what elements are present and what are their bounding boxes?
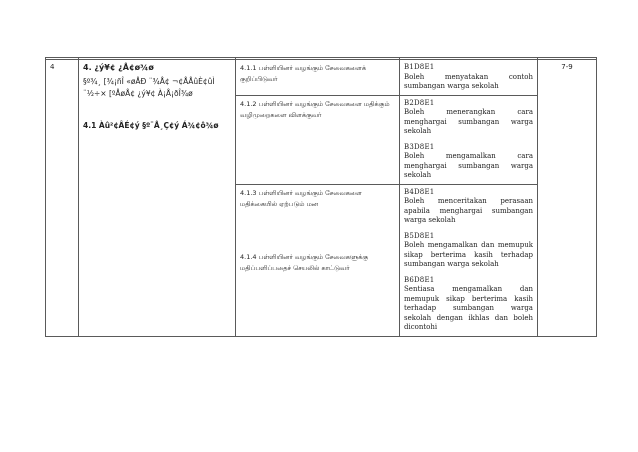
sp-text: Boleh menceritakan perasaan apabila menghargai sumbangan warga sekolah — [404, 197, 533, 224]
sp-text: Boleh menyatakan contoh sumbangan warga sekolah — [404, 72, 533, 90]
sk-cell-3 — [236, 184, 400, 336]
standard-prestasi-b1 — [404, 63, 533, 92]
tema-subtitle: 4.1 Àû²¢ÂÉ¢ý §º¨Å¸Ç¢ý Á¾¢ô¾ø — [83, 121, 219, 130]
sp-text: Boleh menerangkan cara menghargai sumbangan warga sekolah — [404, 108, 533, 135]
sp-cell-1 — [400, 60, 538, 96]
row-number: 4 — [46, 60, 79, 337]
tema-description: §º¾¸ [¾¡ñÎ «øÅÐ ¨¾Å¢ ¬¢ÅÅûÈ¢ûÌ ¨½÷× [ºÅøÅ¢ ¿ý¥¢ À¡Å¡ðÎ¾ø — [83, 77, 215, 98]
minggu-cell: 7-9 — [538, 60, 597, 337]
sp-cell-3 — [400, 184, 538, 336]
sp-text: Sentiasa mengamalkan dan memupuk sikap berterima kasih terhadap sumbangan warga sekolah dengan ikhlas dan boleh dicontohi — [404, 285, 533, 331]
standard-prestasi-b6 — [404, 276, 533, 333]
sk-cell-1 — [236, 60, 400, 96]
tema-title: 4. ¿ý¥¢ ¿Å¢ø¾ø — [83, 63, 154, 72]
sp-text: Boleh mengamalkan dan memupuk sikap berterima kasih terhadap sumbangan warga sekolah — [404, 241, 533, 268]
standard-prestasi-b3 — [404, 143, 533, 181]
tema-cell — [79, 60, 236, 337]
syllabus-table — [45, 57, 597, 337]
standard-kandungan-4-1-1: 4.1.1 பள்ளியினர் வழங்கும் சேவைகளைக் குறிப்பிடுவர் — [240, 64, 367, 83]
standard-kandungan-4-1-2: 4.1.2 பள்ளியினர் வழங்கும் சேவைகளை மதிக்கும் வழிமுறைகளை விளக்குவர் — [240, 99, 390, 119]
standard-prestasi-b2 — [404, 99, 533, 137]
sp-code: B1D8E1 — [404, 63, 435, 71]
table-row — [46, 60, 597, 96]
standard-prestasi-b5 — [404, 232, 533, 270]
sp-text: Boleh mengamalkan cara menghargai sumbangan warga sekolah — [404, 152, 533, 179]
sp-code: B3D8E1 — [404, 142, 435, 151]
sp-code: B2D8E1 — [404, 98, 435, 107]
sk-cell-2 — [236, 95, 400, 184]
standard-prestasi-b4 — [404, 188, 533, 226]
sp-cell-2 — [400, 95, 538, 184]
standard-kandungan-4-1-3: 4.1.3 பள்ளியினர் வழங்கும் சேவைகளை மதிக்கையில் ஏற்படும் மன — [240, 188, 362, 208]
standard-kandungan-4-1-4: 4.1.4 பள்ளியினர் வழங்கும் சேவைகளுக்கு மதிப்பளிப்பதைச் செயலில் காட்டுவர் — [240, 252, 369, 272]
sp-code: B6D8E1 — [404, 275, 435, 284]
sp-code: B4D8E1 — [404, 187, 435, 196]
sp-code: B5D8E1 — [404, 231, 435, 240]
